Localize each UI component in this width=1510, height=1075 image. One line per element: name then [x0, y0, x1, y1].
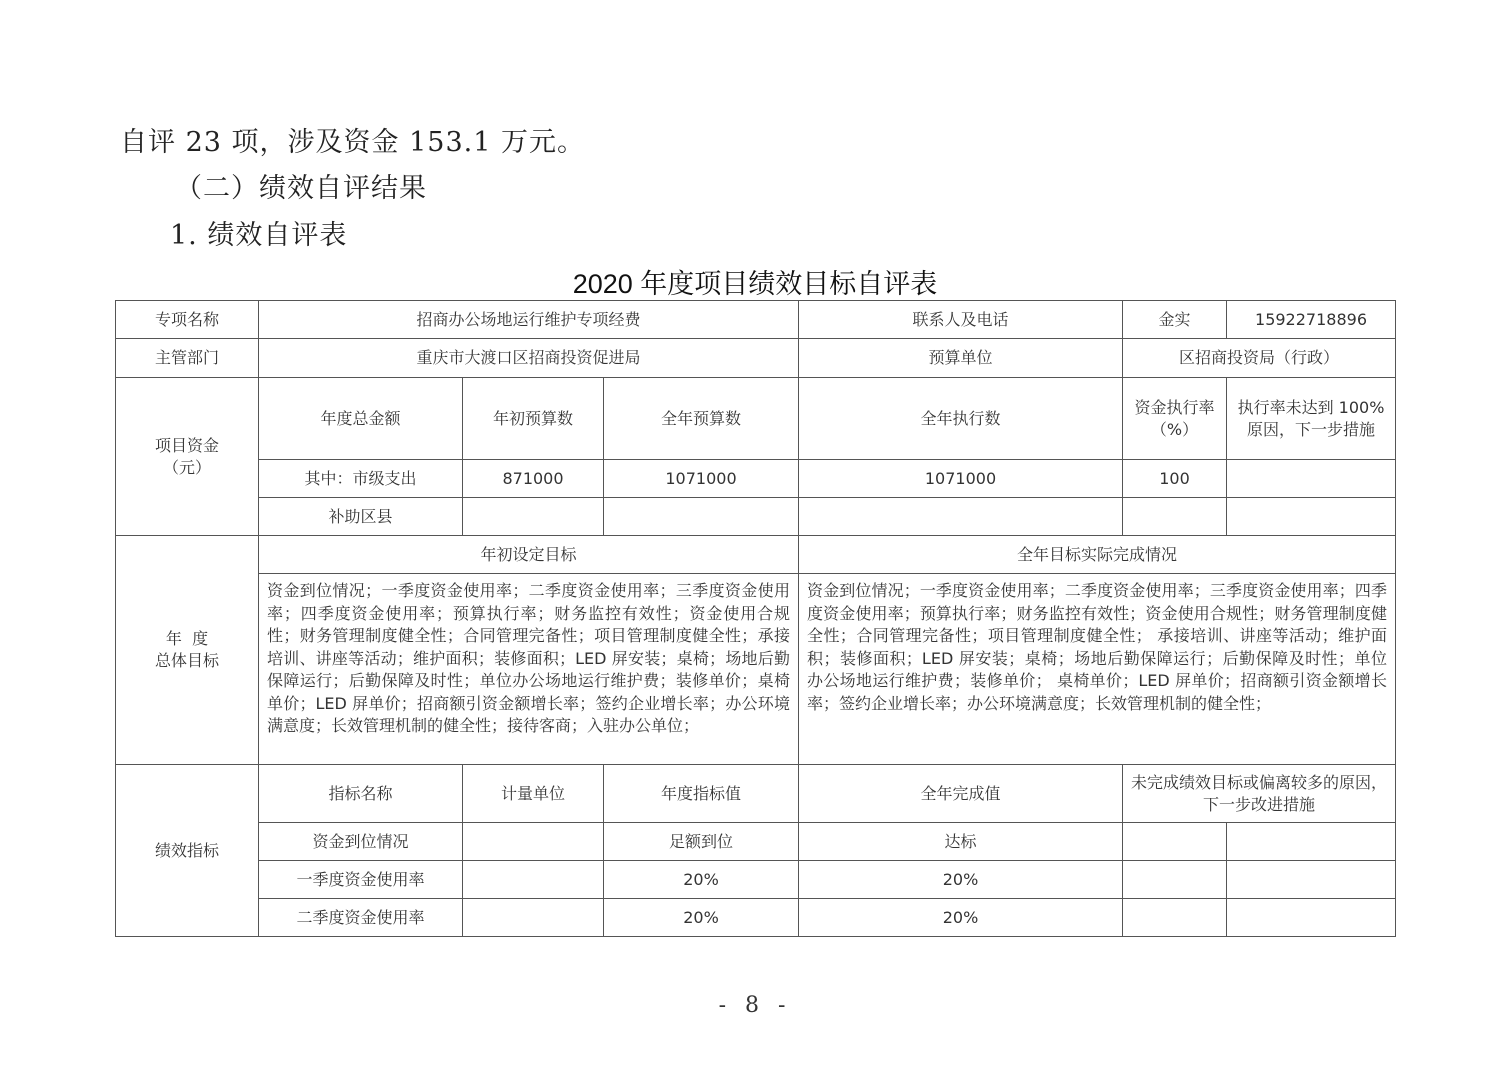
sub-heading: 1. 绩效自评表	[170, 220, 348, 251]
empty-cell	[1227, 861, 1396, 899]
project-name-label: 专项名称	[116, 301, 259, 339]
indicator-name: 一季度资金使用率	[259, 861, 463, 899]
budget-unit-label: 预算单位	[799, 339, 1123, 378]
empty-cell	[604, 498, 799, 536]
table-row	[116, 498, 1396, 536]
empty-cell	[1227, 899, 1396, 937]
funds-label: 项目资金 （元）	[116, 378, 259, 536]
indicator-unit	[463, 899, 604, 937]
annual-total-header: 年度总金额	[259, 378, 463, 460]
contact-phone: 15922718896	[1227, 301, 1396, 339]
city-full-year-execution: 1071000	[799, 460, 1123, 498]
empty-cell	[1123, 861, 1227, 899]
indicator-annual-value: 20%	[604, 899, 799, 937]
city-full-year-budget: 1071000	[604, 460, 799, 498]
empty-cell	[1123, 823, 1227, 861]
indicator-completed-value: 达标	[799, 823, 1123, 861]
empty-cell	[1227, 498, 1396, 536]
empty-cell	[1123, 899, 1227, 937]
empty-cell	[463, 498, 604, 536]
unit-header: 计量单位	[463, 765, 604, 823]
county-subsidy-label: 补助区县	[259, 498, 463, 536]
full-year-budget-header: 全年预算数	[604, 378, 799, 460]
page-number: - 8 -	[718, 993, 792, 1018]
table-row	[116, 378, 1396, 460]
empty-cell	[799, 498, 1123, 536]
deviation-reason-header: 未完成绩效目标或偏离较多的原因，下一步改进措施	[1123, 765, 1396, 823]
indicator-name: 资金到位情况	[259, 823, 463, 861]
city-reason	[1227, 460, 1396, 498]
actual-completion-header: 全年目标实际完成情况	[799, 536, 1396, 574]
indicator-name-header: 指标名称	[259, 765, 463, 823]
contact-name: 金实	[1123, 301, 1227, 339]
table-row	[116, 899, 1396, 937]
initial-budget-header: 年初预算数	[463, 378, 604, 460]
table-row	[116, 823, 1396, 861]
table-row	[116, 574, 1396, 765]
completed-value-header: 全年完成值	[799, 765, 1123, 823]
table-row	[116, 536, 1396, 574]
actual-completion-text: 资金到位情况；一季度资金使用率；二季度资金使用率；三季度资金使用率；四季度资金使用率；预算执行率；财务监控有效性；资金使用合规性；财务管理制度健全性；合同管理完备性；项目管理制度健全性； 承接培训、讲座等活动；维护面积；装修面积；LED 屏安装；桌椅；场地后勤保障运行；后勤保障及时性；单位办公场地运行维护费；装修单价； 桌椅单价；LED 屏单价；招商额引资金额增长率；签约企业增长率；办公环境满意度；长效管理机制的健全性；	[799, 574, 1396, 765]
self-evaluation-table	[115, 300, 1396, 937]
full-year-execution-header: 全年执行数	[799, 378, 1123, 460]
city-expense-label: 其中：市级支出	[259, 460, 463, 498]
department-value: 重庆市大渡口区招商投资促进局	[259, 339, 799, 378]
city-execution-rate: 100	[1123, 460, 1227, 498]
table-row	[116, 339, 1396, 378]
indicator-unit	[463, 823, 604, 861]
annual-value-header: 年度指标值	[604, 765, 799, 823]
table-row	[116, 301, 1396, 339]
budget-unit-value: 区招商投资局（行政）	[1123, 339, 1396, 378]
city-initial-budget: 871000	[463, 460, 604, 498]
execution-rate-header: 资金执行率（%）	[1123, 378, 1227, 460]
indicator-annual-value: 20%	[604, 861, 799, 899]
empty-cell	[1123, 498, 1227, 536]
indicator-unit	[463, 861, 604, 899]
indicator-completed-value: 20%	[799, 899, 1123, 937]
reason-header: 执行率未达到 100% 原因，下一步措施	[1227, 378, 1396, 460]
indicator-name: 二季度资金使用率	[259, 899, 463, 937]
empty-cell	[1227, 823, 1396, 861]
indicators-label: 绩效指标	[116, 765, 259, 937]
contact-label: 联系人及电话	[799, 301, 1123, 339]
indicator-completed-value: 20%	[799, 861, 1123, 899]
table-row	[116, 460, 1396, 498]
intro-line: 自评 23 项，涉及资金 153.1 万元。	[120, 127, 585, 158]
indicator-annual-value: 足额到位	[604, 823, 799, 861]
table-row	[116, 861, 1396, 899]
section-heading: （二）绩效自评结果	[175, 173, 427, 204]
table-title: 2020 年度项目绩效目标自评表	[572, 269, 938, 299]
project-name-value: 招商办公场地运行维护专项经费	[259, 301, 799, 339]
initial-objectives-text: 资金到位情况；一季度资金使用率；二季度资金使用率；三季度资金使用率；四季度资金使用率；预算执行率；财务监控有效性；资金使用合规性；财务管理制度健全性；合同管理完备性；项目管理制度健全性；承接培训、讲座等活动；维护面积；装修面积；LED 屏安装；桌椅；场地后勤保障运行；后勤保障及时性；单位办公场地运行维护费；装修单价；桌椅单价；LED 屏单价；招商额引资金额增长率；签约企业增长率；办公环境满意度；长效管理机制的健全性；接待客商；入驻办公单位；	[259, 574, 799, 765]
objectives-label: 年 度 总体目标	[116, 536, 259, 765]
table-row	[116, 765, 1396, 823]
initial-objectives-header: 年初设定目标	[259, 536, 799, 574]
department-label: 主管部门	[116, 339, 259, 378]
